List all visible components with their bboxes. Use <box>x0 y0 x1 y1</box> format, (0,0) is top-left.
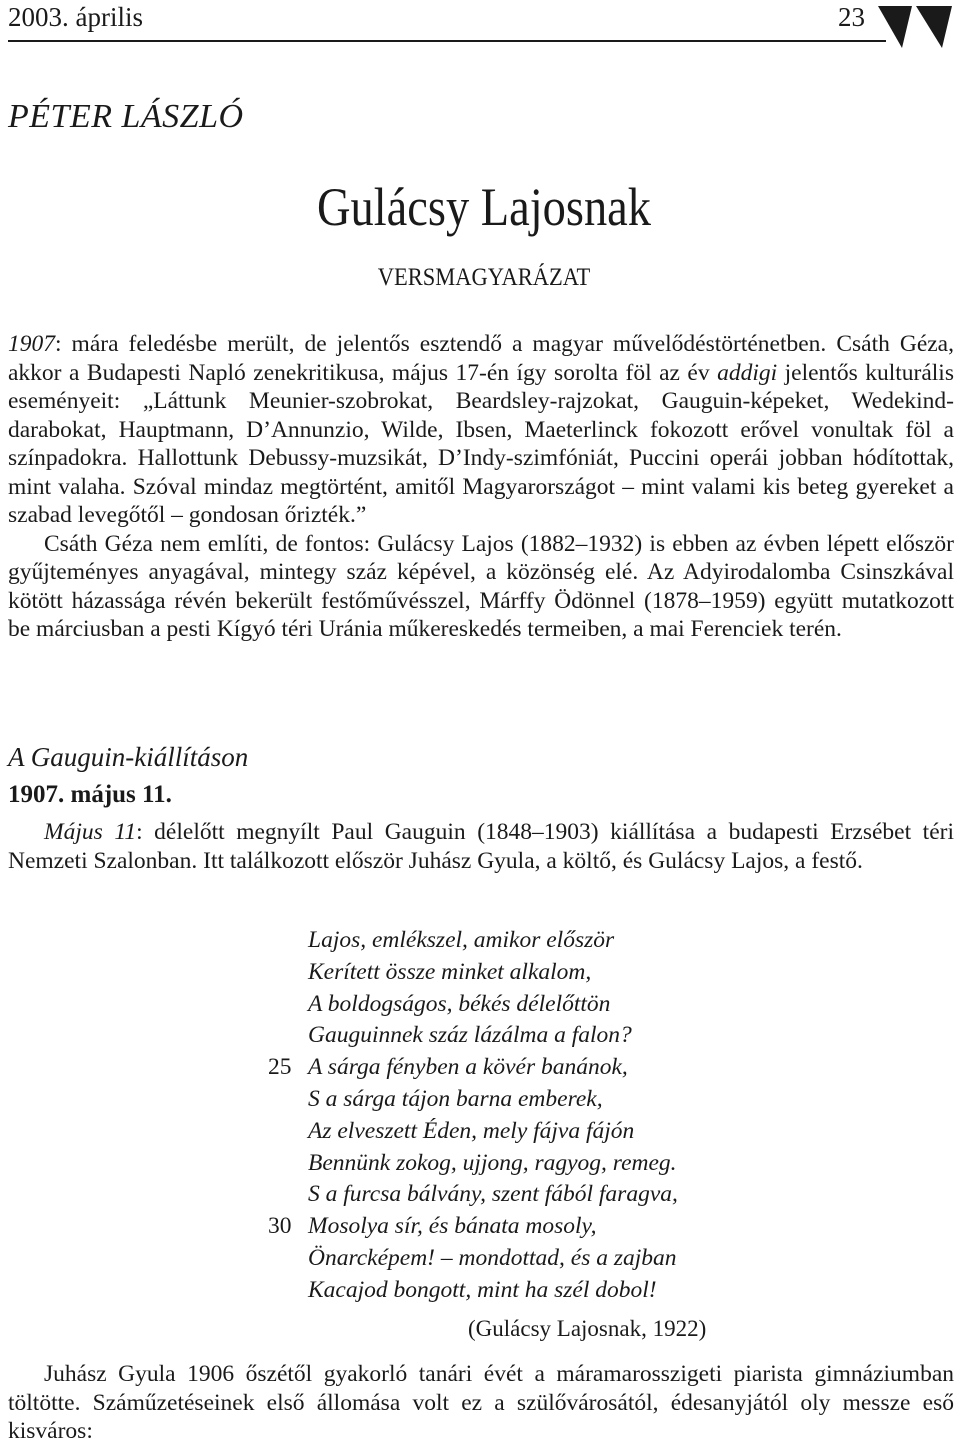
poem-line <box>308 1275 678 1307</box>
section-paragraph <box>8 818 954 875</box>
poem-line-text: Kerített össze minket alkalom, <box>308 958 592 985</box>
year-lead: 1907 <box>8 331 55 357</box>
poem-line <box>308 1020 678 1052</box>
poem-line-text: A boldogságos, békés délelőttön <box>308 990 611 1017</box>
line-number: 25 <box>268 1054 292 1081</box>
intro-text <box>8 330 954 644</box>
poem-line-text: Önarcképem! – mondottad, és a zajban <box>308 1244 677 1271</box>
poem-line <box>308 1084 678 1116</box>
section-lead-rest: : délelőtt megnyílt Paul Gauguin (1848–1903) kiállítása a budapesti Erzsébet téri Nemzeti Szalonban. Itt találkozott először Juhász Gyula, a költő, és Gulácsy Lajos, a festő. <box>8 819 954 874</box>
poem-line <box>308 1116 678 1148</box>
page-number: 23 <box>838 2 865 32</box>
article-subtitle: VERSMAGYARÁZAT <box>377 264 591 291</box>
double-black-triangle-logo <box>878 4 954 50</box>
poem-line-text: Lajos, emlékszel, amikor először <box>308 927 615 953</box>
header-date: 2003. április <box>8 2 143 32</box>
poem-line <box>268 1211 678 1243</box>
poem-line-text: A sárga fényben a kövér banánok, <box>308 1054 628 1081</box>
article-title: Gulácsy Lajosnak <box>316 177 652 237</box>
poem-line-text: Bennünk zokog, ujjong, ragyog, remeg. <box>308 1149 677 1176</box>
gulacsy-paragraph: Csáth Géza nem említi, de fontos: Gulácsy Lajos (1882–1932) is ebben az évben lépett először gyűjteményes anyagával, mintegy száz képével, a közönség elé. Az Adyirodalomba Csinszkával kötött házassága révén bekerült festőművésszel, Márffy Ödönnel (1878–1959) együtt mutatkozott be márciusban a pesti Kígyó téri Uránia műkereskedés termeiben, a mai Ferenciek terén. <box>8 530 954 642</box>
header-rule <box>8 40 886 42</box>
poem-line-text: S a sárga tájon barna emberek, <box>308 1085 603 1112</box>
closing-paragraph: Juhász Gyula 1906 őszétől gyakorló tanári évét a máramarosszigeti piarista gimnáziumban töltötte. Száműzetéseinek első állomása volt ez a szülővárosától, édesanyjától oly messze eső kisváros: <box>8 1361 954 1444</box>
poem <box>268 925 678 1307</box>
poem-line-text: Az elveszett Éden, mely fájva fájón <box>308 1117 635 1144</box>
section-text <box>8 818 954 875</box>
intro-paragraph <box>8 330 954 530</box>
poem-source: (Gulácsy Lajosnak, 1922) <box>468 1316 707 1341</box>
closing-text <box>8 1360 954 1446</box>
poem-line-text: Mosolya sír, és bánata mosoly, <box>308 1213 597 1240</box>
section-lead: Május 11 <box>44 819 137 845</box>
addigi-word: addigi <box>717 359 778 386</box>
poem-line <box>308 957 678 989</box>
poem-line <box>308 1179 678 1211</box>
section-title: A Gauguin-kiállításon <box>8 742 249 772</box>
line-number: 30 <box>268 1213 292 1240</box>
poem-line <box>268 1052 678 1084</box>
poem-line-text: S a furcsa bálvány, szent fából faragva, <box>308 1181 678 1208</box>
poem-line-text: Kacajod bongott, mint ha szél dobol! <box>308 1276 657 1303</box>
poem-line-text: Gauguinnek száz lázálma a falon? <box>308 1022 632 1049</box>
poem-line <box>308 1243 678 1275</box>
poem-line <box>308 925 678 957</box>
poem-line <box>308 989 678 1021</box>
intro-sentence: : mára feledésbe merült, de jelentős esztendő a magyar művelődéstörténetben. Csáth Géza, akkor a Budapesti Napló zenekritikusa, május 17-én így sorolta föl az év <box>8 331 954 386</box>
article-author: PÉTER LÁSZLÓ <box>8 98 244 135</box>
csath-quote: jelentős kulturális eseményeit: „Láttunk Meunier-szobrokat, Beardsley-rajzokat, Gauguin-képeket, Wedekind-darabokat, Hauptmann, D’Annunzio, Wilde, Ibsen, Maeterlinck fokozott erővel vonultak föl a színpadokra. Hallottunk Debussy-muzsikát, D’Indy-szimfóniát, Puccini operái jobban hódítottak, mint valaha. Szóval mindaz megtörtént, amitől Magyarországot – mint valami kis beteg gyereket a szabad levegőtől – gondosan őrizték.” <box>8 359 954 528</box>
poem-line <box>308 1148 678 1180</box>
section-date: 1907. május 11. <box>8 781 172 808</box>
